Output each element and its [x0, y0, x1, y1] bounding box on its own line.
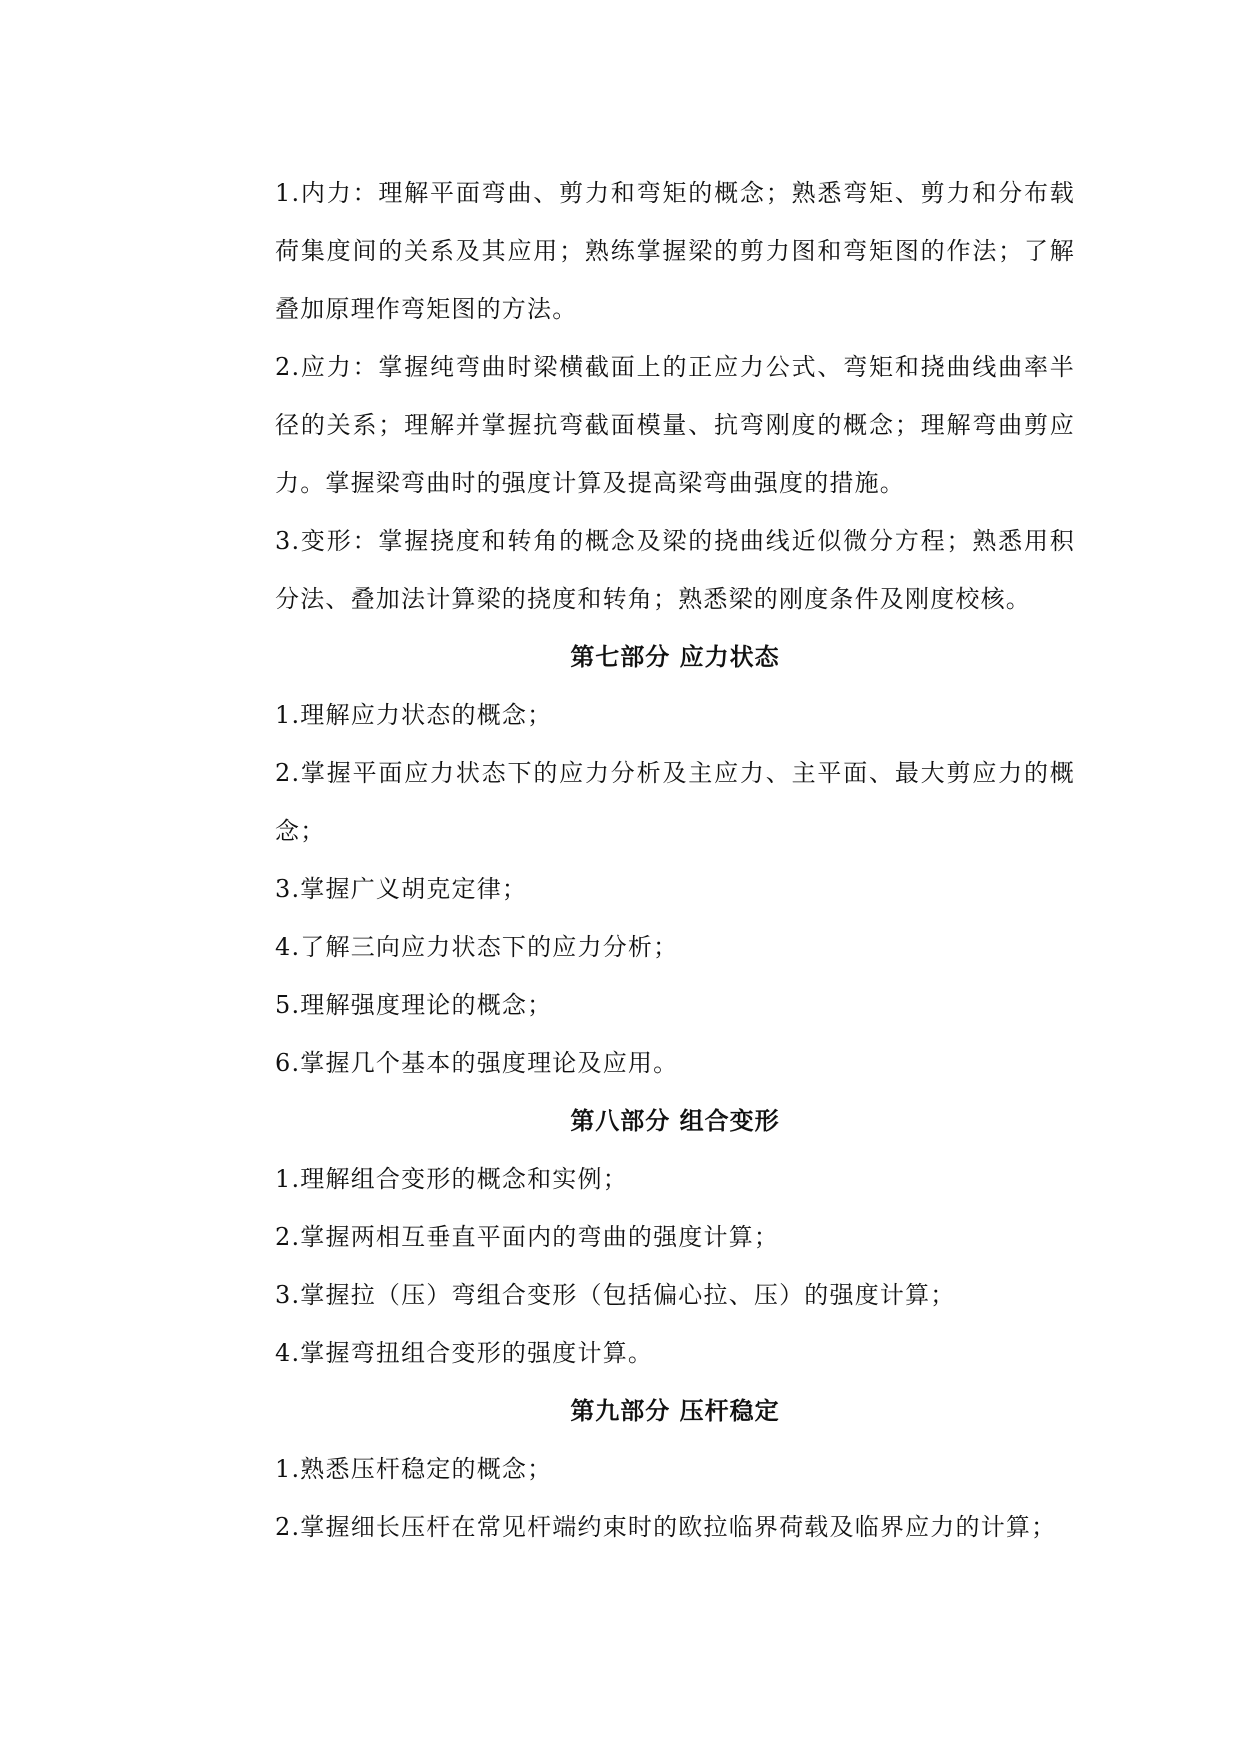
list-item: 1.理解应力状态的概念；	[275, 701, 553, 729]
paragraph-internal-force: 1.内力：理解平面弯曲、剪力和弯矩的概念；熟悉弯矩、剪力和分布载荷集度间的关系及其应用；熟练掌握梁的剪力图和弯矩图的作法；了解叠加原理作弯矩图的方法。	[275, 179, 1075, 323]
list-item: 2.掌握细长压杆在常见杆端约束时的欧拉临界荷载及临界应力的计算；	[275, 1513, 1057, 1541]
paragraph-stress: 2.应力：掌握纯弯曲时梁横截面上的正应力公式、弯矩和挠曲线曲率半径的关系；理解并掌握抗弯截面模量、抗弯刚度的概念；理解弯曲剪应力。掌握梁弯曲时的强度计算及提高梁弯曲强度的措施。	[275, 353, 1075, 497]
list-item: 4.掌握弯扭组合变形的强度计算。	[275, 1339, 654, 1367]
list-item: 3.掌握拉（压）弯组合变形（包括偏心拉、压）的强度计算；	[275, 1281, 956, 1309]
paragraph-deformation: 3.变形：掌握挠度和转角的概念及梁的挠曲线近似微分方程；熟悉用积分法、叠加法计算梁的挠度和转角；熟悉梁的刚度条件及刚度校核。	[275, 527, 1075, 613]
document-body	[275, 164, 1075, 1556]
list-item: 6.掌握几个基本的强度理论及应用。	[275, 1049, 679, 1077]
list-item: 5.理解强度理论的概念；	[275, 991, 553, 1019]
list-item: 2.掌握平面应力状态下的应力分析及主应力、主平面、最大剪应力的概念；	[275, 759, 1075, 845]
list-item: 4.了解三向应力状态下的应力分析；	[275, 933, 679, 961]
section-heading-stress-state: 第七部分 应力状态	[570, 643, 780, 671]
list-item: 1.理解组合变形的概念和实例；	[275, 1165, 628, 1193]
section-heading-column-stability: 第九部分 压杆稳定	[570, 1397, 780, 1425]
list-item: 3.掌握广义胡克定律；	[275, 875, 528, 903]
section-heading-combined-deformation: 第八部分 组合变形	[570, 1107, 780, 1135]
list-item: 1.熟悉压杆稳定的概念；	[275, 1455, 553, 1483]
list-item: 2.掌握两相互垂直平面内的弯曲的强度计算；	[275, 1223, 780, 1251]
